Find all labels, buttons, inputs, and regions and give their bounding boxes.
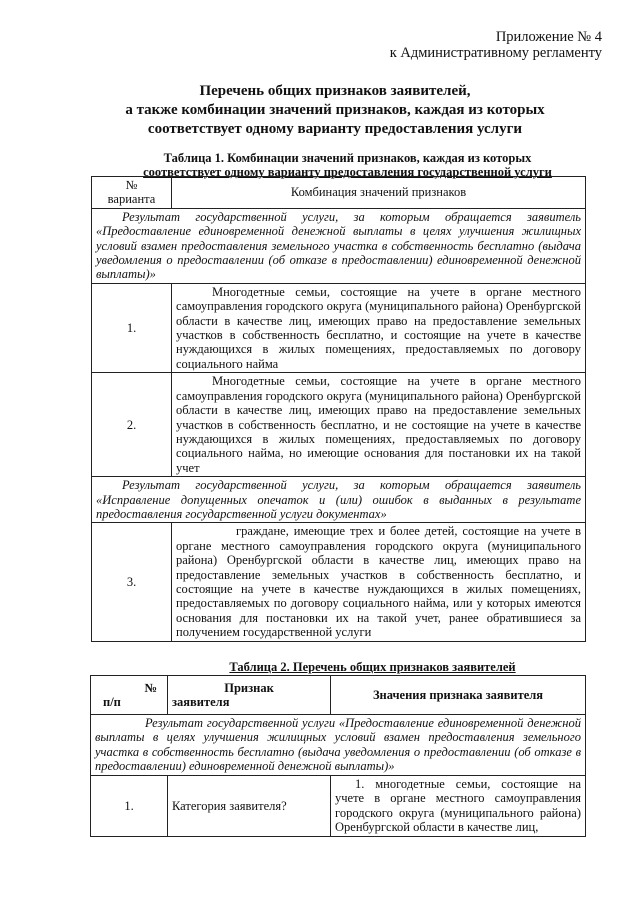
table1-row-2-text: Многодетные семьи, состоящие на учете в органе местного самоуправления городского округа (муниципального района) Оренбургской области в качестве лиц, имеющих право на предоставление земельных участков в собственность бесплатно, и не состоящие на учете в качестве нуждающихся в жилых помещениях, предоставляемых по договору социального найма, но имеющие основания для постановки их на такой учет [172,373,586,477]
table1-caption-line-1: Таблица 1. Комбинации значений признаков, каждая из которых [163,151,532,165]
appendix-reference: к Административному регламенту [389,45,602,61]
table2-row-1-number: 1. [91,776,168,837]
title-line-2: а также комбинации значений признаков, каждая из которых [125,102,545,118]
table1-caption-line-2: соответствует одному варианту предоставления государственной услуги [143,165,552,179]
table-variant-combinations [91,176,586,642]
table2-row-1-value: 1. многодетные семьи, состоящие на учете в органе местного самоуправления городского округа (муниципального района) Оренбургской области в качестве лиц, [331,776,586,837]
table1-header-combination: Комбинация значений признаков [172,177,586,209]
title-line-1: Перечень общих признаков заявителей, [199,83,471,99]
table2-header-values: Значения признака заявителя [331,676,586,715]
table1-result-1: Результат государственной услуги, за которым обращается заявитель «Предоставление единовременной денежной выплаты в целях улучшения жилищных условий взамен предоставления земельного участка в собственность бесплатно (выдача уведомления о предоставлении (об отказе в предоставлении) единовременной денежной выплаты)» [92,208,586,283]
table-row [91,776,586,837]
table2-header-sign [168,676,331,715]
table1-result-row [92,208,586,283]
table1-row-3-text: граждане, имеющие трех и более детей, состоящие на учете в органе местного самоуправления городского округа (муниципального района) Оренбургской области в качестве лиц, имеющих право на предоставление земельных участков в собственность бесплатно, и состоящие на учете в качестве нуждающихся в жилых помещениях, предоставляемых по договору социального найма, или у которых имеются основания для постановки их на такой учет, ранее обратившиеся за получением государственной услуги [172,523,586,641]
table1-row-3-number: 3. [92,523,172,641]
table2-header-row [91,676,586,715]
table1-row-2-number: 2. [92,373,172,477]
table2-result-row [91,715,586,776]
table2-caption: Таблица 2. Перечень общих признаков заявителей [229,660,516,674]
table2-header-sign-line-2: заявителя [172,695,230,709]
table1-result-row [92,477,586,523]
table-applicant-signs [90,675,586,837]
table-row [92,373,586,477]
table1-result-2: Результат государственной услуги, за которым обращается заявитель «Исправление допущенных опечаток и (или) ошибок в выданных в результате предоставления государственной услуги документах» [92,477,586,523]
title-line-3: соответствует одному варианту предоставления услуги [147,121,523,137]
table1-header-number-line-1: № [125,178,138,192]
table-row [92,283,586,372]
table2-header-number [91,676,168,715]
table2-header-sign-line-1: Признак [224,680,274,695]
table1-row-1-text: Многодетные семьи, состоящие на учете в органе местного самоуправления городского округа (муниципального района) Оренбургской области в качестве лиц, имеющих право на предоставление земельных участков в собственность бесплатно, и состоящие на учете в качестве нуждающихся в жилых помещениях, предоставляемых по договору социального найма [172,283,586,372]
table2-row-1-sign: Категория заявителя? [168,776,331,837]
page-title [70,82,600,139]
table2-result-1: Результат государственной услуги «Предоставление единовременной денежной выплаты в целях улучшения жилищных условий взамен предоставления земельного участка в собственность бесплатно (выдача уведомления о предоставлении (об отказе в предоставлении) единовременной денежной выплаты)» [91,715,586,776]
table1-caption [110,151,585,179]
table1-header-number [92,177,172,209]
table1-header-row [92,177,586,209]
table1-header-number-line-2: варианта [107,192,156,207]
table-row [92,523,586,641]
table1-row-1-number: 1. [92,283,172,372]
table2-header-number-line-1: № [144,680,157,695]
appendix-number: Приложение № 4 [495,29,602,45]
table2-header-number-line-2: п/п [103,695,121,709]
